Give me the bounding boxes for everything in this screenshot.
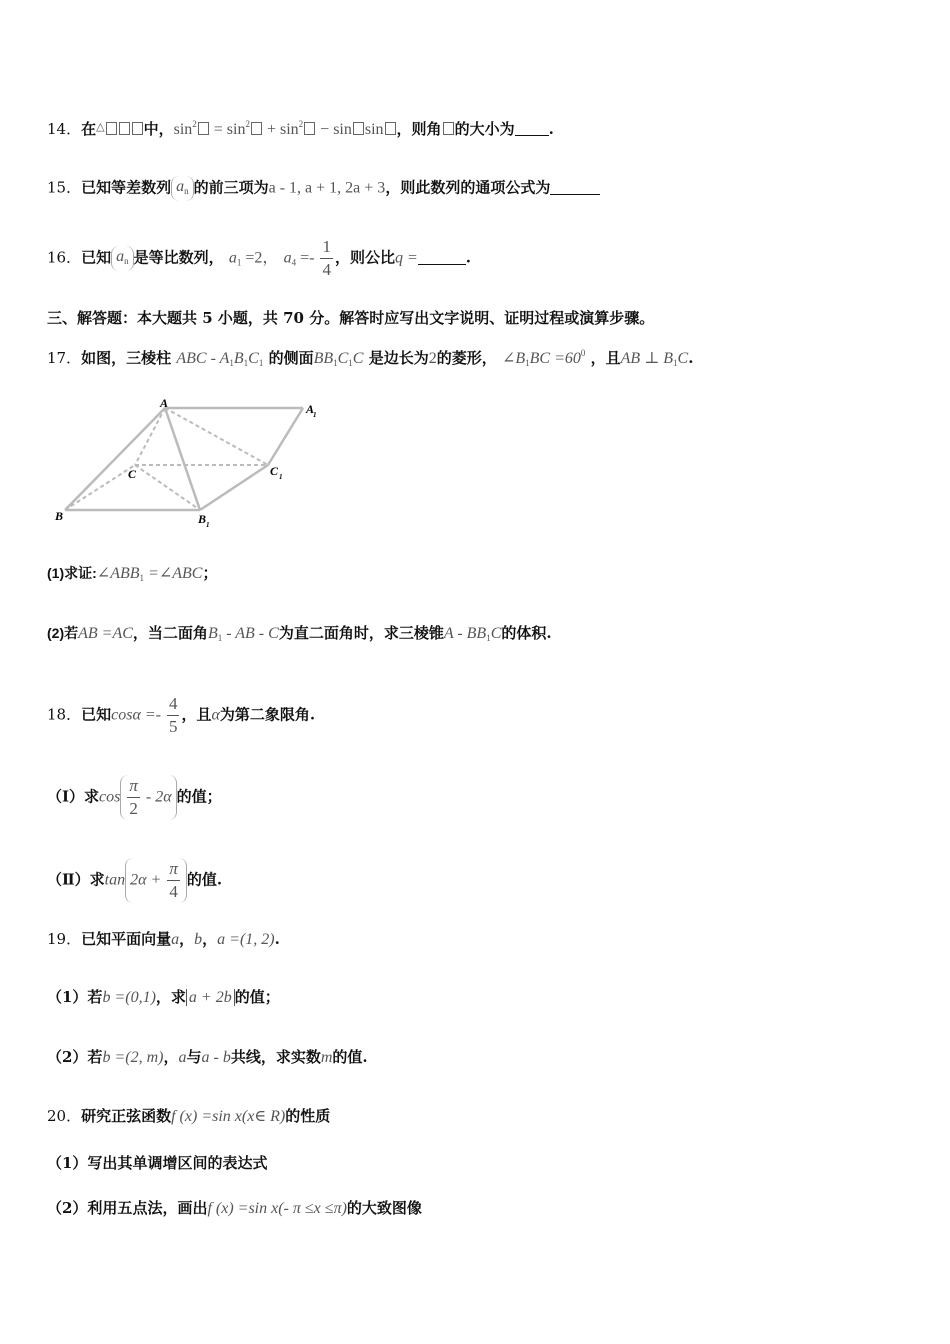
label-A1: A bbox=[306, 402, 315, 416]
question-20: 20．研究正弦函数f (x) =sin x(x∈ R)的性质 bbox=[47, 1107, 331, 1125]
q17-part2: (2)若AB =AC，当二面角$B_1$ - AB - C为直二面角时，求三棱锥A - $BB_1C$的体积. bbox=[47, 624, 552, 643]
question-number: 14． bbox=[47, 120, 82, 138]
q18-part1: （Ⅰ）求cos $\frac{\pi}{2}$ - 2α 的值； bbox=[47, 776, 222, 818]
svg-text:1: 1 bbox=[206, 521, 210, 529]
q19-part2: （2）若b =(2, m)，a与a - b共线，求实数m的值. bbox=[47, 1048, 368, 1066]
svg-text:1: 1 bbox=[279, 473, 283, 481]
q17-part1: (1)求证$:\angle ABB_1$ =∠ABC； bbox=[47, 564, 218, 583]
edge-BA bbox=[65, 408, 165, 510]
prism-figure bbox=[50, 395, 330, 535]
answer-blank bbox=[550, 180, 600, 195]
question-15: 15．已知等差数列 $a_n$ 的前三项为a - 1, a + 1, 2a + 3，则此数列的通项公式为 bbox=[47, 176, 600, 201]
answer-blank bbox=[515, 121, 549, 136]
label-B1: B bbox=[198, 512, 207, 526]
answer-blank bbox=[418, 250, 466, 265]
svg-text:1: 1 bbox=[313, 411, 317, 419]
q18-part2: （Ⅱ）求tan 2α + $\frac{\pi}{4}$ 的值. bbox=[47, 859, 223, 901]
label-A: A bbox=[160, 396, 169, 410]
edge-A1C1 bbox=[268, 408, 303, 465]
section-heading: 三、解答题：本大题共 5 小题，共 70 分。解答时应写出文字说明、证明过程或演算步骤。 bbox=[47, 309, 655, 327]
question-18: 18．已知cosα =- $\frac{4}{5}$ ，且α为第二象限角. bbox=[47, 694, 316, 736]
q19-part1: （1）若b =(0,1)，求 a + 2b 的值； bbox=[47, 988, 280, 1006]
label-C1: C bbox=[270, 464, 279, 478]
q20-part1: （1）写出其单调增区间的表达式 bbox=[47, 1154, 268, 1172]
question-14: 14．在△ 中，$\sin^2 = \sin^2 + \sin^2 - \sin \sin$ ，则角 的大小为 . bbox=[47, 119, 554, 138]
question-16: 16．已知 $a_n$ 是等比数列， $a_1 =2$， $a_4$ =- $\frac{1}{4}$ ，则公比q = . bbox=[47, 237, 472, 279]
edge-CB1 bbox=[135, 465, 200, 510]
label-C: C bbox=[128, 467, 137, 481]
question-17: 17．如图，三棱柱 ABC - $A_1B_1C_1$ 的侧面$BB_1C_1C$ 是边长为2的菱形， $\angle B_1BC =60^0$ ，且AB ⊥ $B_1C$. bbox=[47, 348, 694, 368]
edge-BC bbox=[65, 465, 135, 510]
label-B: B bbox=[55, 509, 64, 523]
q20-part2: （2）利用五点法，画出f (x) =sin x(- π ≤x ≤π)的大致图像 bbox=[47, 1199, 422, 1217]
edge-AC bbox=[135, 408, 165, 465]
edge-AB1 bbox=[165, 408, 200, 510]
edge-C1B1 bbox=[200, 465, 268, 510]
fraction: $\frac{1}{4}$ bbox=[322, 237, 331, 279]
sequence-an: $a_n$ bbox=[171, 176, 194, 201]
question-19: 19．已知平面向量a，b，a =(1, 2). bbox=[47, 930, 280, 948]
